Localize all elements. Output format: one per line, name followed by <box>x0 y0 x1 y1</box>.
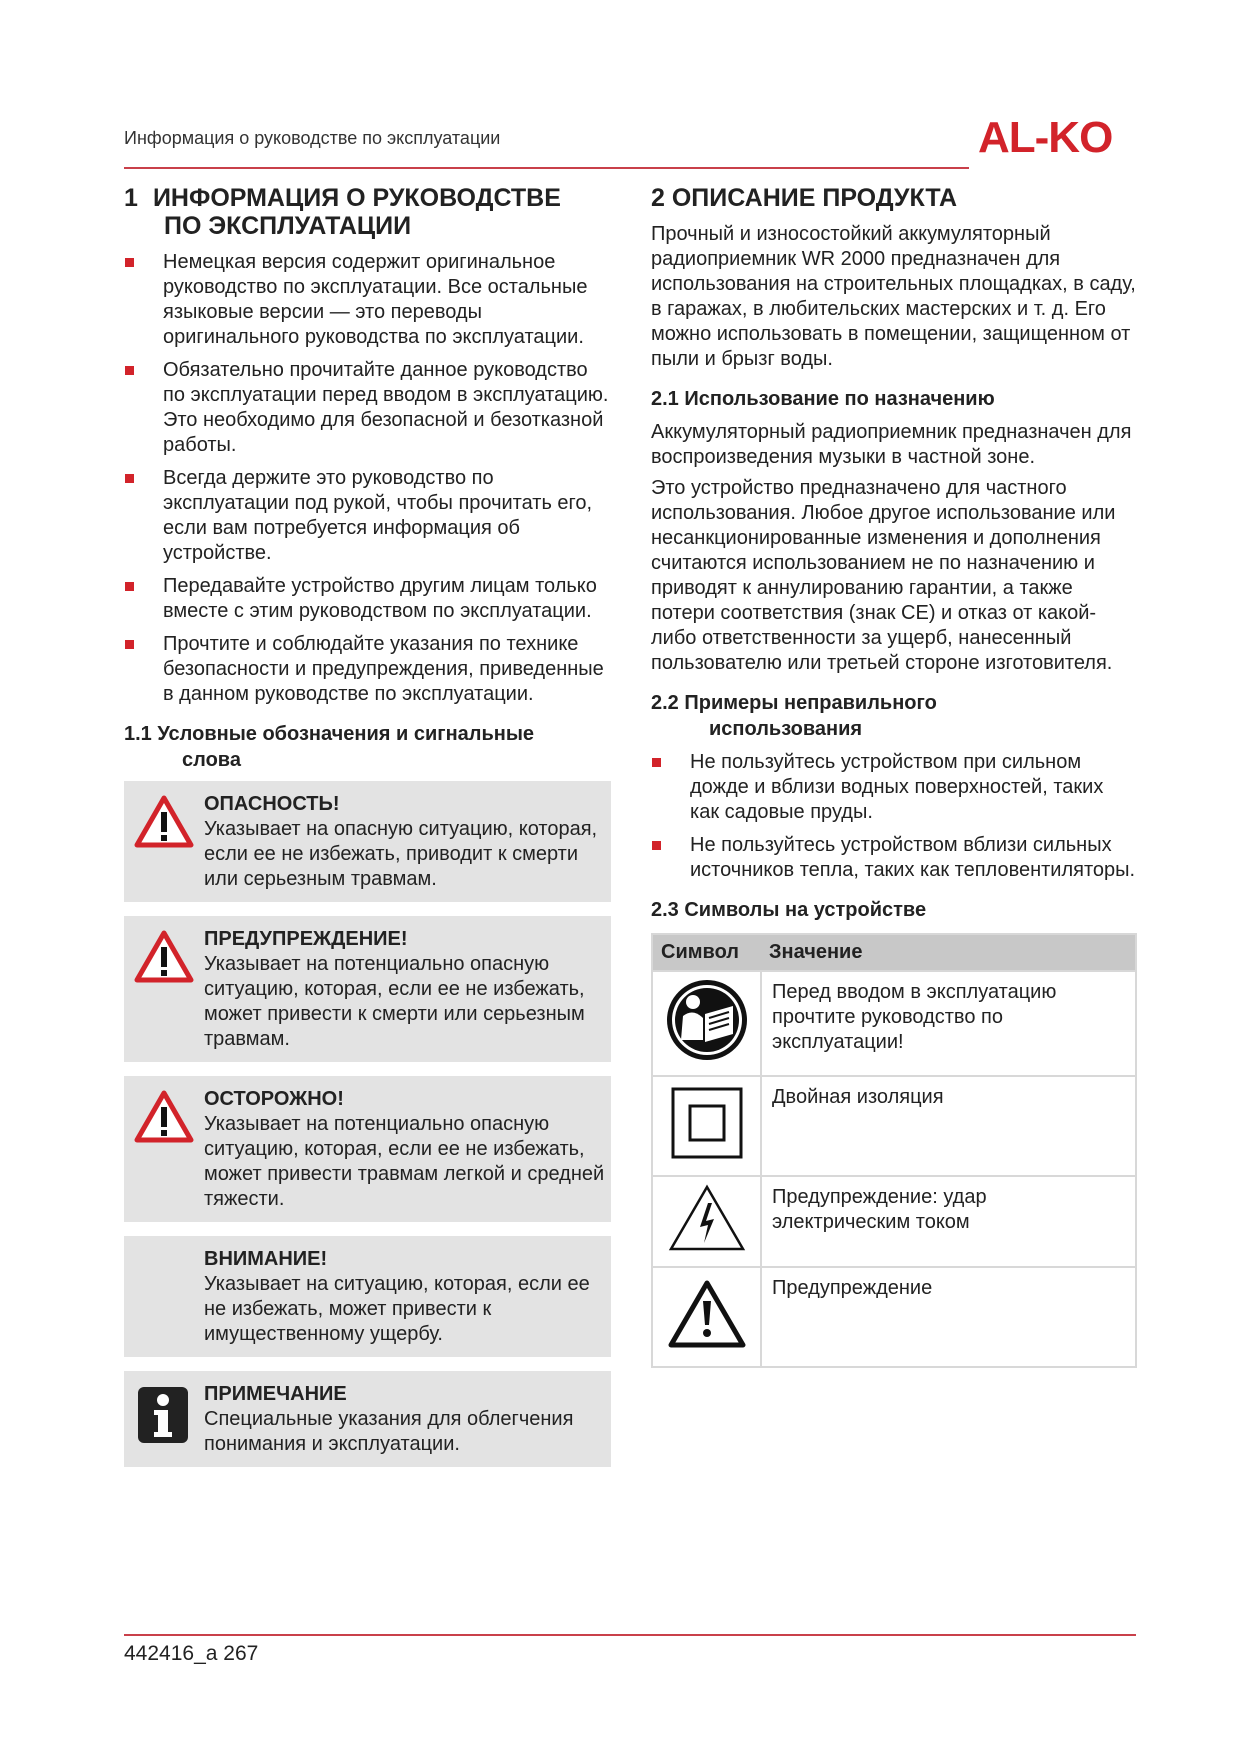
section-2-1-para-2: Это устройство предназначено для частного использования. Любое другое использование или несанкционированные изменения и дополнения считаются использованием не по назначению и приводят к аннулированию гарантии, а также потери соответствия (знак CE) и отказ от какой-либо ответственности за ущерб, нанесенный пользователю или третьей стороне изготовителя. <box>651 477 1116 674</box>
section-1-bullet-list <box>124 250 611 707</box>
section-1-heading: 1 ИНФОРМАЦИЯ О РУКОВОДСТВЕ ПО ЭКСПЛУАТАЦИИ <box>124 184 561 240</box>
al-ko-logo: AL-KO <box>978 113 1113 162</box>
list-item: Немецкая версия содержит оригинальное руководство по эксплуатации. Все остальные языковые версии — это переводы оригинального руководства по эксплуатации. <box>124 250 611 350</box>
right-column <box>651 184 1137 1368</box>
notice-text: Указывает на потенциально опасную ситуацию, которая, если ее не избежать, может привести к смерти или серьезным травмам. <box>204 953 585 1050</box>
section-2-1-para-1: Аккумуляторный радиоприемник предназначен для воспроизведения музыки в частной зоне. <box>651 421 1132 468</box>
symbol-cell <box>652 1267 761 1367</box>
notice-title: ПРЕДУПРЕЖДЕНИЕ! <box>204 928 408 950</box>
list-item: Не пользуйтесь устройством при сильном дожде и вблизи водных поверхностей, таких как садовые пруды. <box>651 750 1137 825</box>
notice-title: ОПАСНОСТЬ! <box>204 793 340 815</box>
table-header-row <box>652 934 1136 971</box>
notice-attention <box>124 1236 611 1357</box>
section-2-1-heading: 2.1 Использование по назначению <box>651 388 995 410</box>
notice-title: ОСТОРОЖНО! <box>204 1088 344 1110</box>
notice-text: Указывает на потенциально опасную ситуацию, которая, если ее не избежать, может привести травмам легкой и средней тяжести. <box>204 1113 605 1210</box>
warning-triangle-icon <box>134 1090 194 1144</box>
table-row <box>652 1176 1136 1267</box>
electric-shock-icon <box>668 1183 746 1253</box>
read-manual-icon <box>665 978 749 1062</box>
notice-title: ПРИМЕЧАНИЕ <box>204 1383 347 1405</box>
symbol-cell <box>652 1076 761 1176</box>
notice-danger <box>124 781 611 902</box>
meaning-cell: Предупреждение <box>761 1267 1136 1367</box>
list-item: Не пользуйтесь устройством вблизи сильных источников тепла, таких как тепловентиляторы. <box>651 833 1137 883</box>
table-row <box>652 1267 1136 1367</box>
info-icon <box>134 1385 194 1445</box>
table-row <box>652 971 1136 1076</box>
symbols-table <box>651 933 1137 1368</box>
running-header: Информация о руководстве по эксплуатации <box>124 128 501 148</box>
column-header-meaning: Значение <box>761 934 1136 971</box>
notice-note <box>124 1371 611 1467</box>
warning-icon <box>668 1279 746 1349</box>
warning-triangle-icon <box>134 930 194 984</box>
notice-text: Указывает на ситуацию, которая, если ее не избежать, может привести к имущественному ущербу. <box>204 1273 590 1345</box>
notice-caution <box>124 1076 611 1222</box>
footer-divider <box>124 1634 1136 1636</box>
column-header-symbol: Символ <box>652 934 761 971</box>
symbol-cell <box>652 971 761 1076</box>
list-item: Передавайте устройство другим лицам только вместе с этим руководством по эксплуатации. <box>124 574 611 624</box>
section-2-heading: 2 ОПИСАНИЕ ПРОДУКТА <box>651 184 958 212</box>
left-column <box>124 184 611 1481</box>
section-2-2-bullet-list <box>651 750 1137 883</box>
warning-triangle-icon <box>134 795 194 849</box>
section-1-1-heading: 1.1 Условные обозначения и сигнальные слова <box>124 723 535 771</box>
symbol-cell <box>652 1176 761 1267</box>
notice-text: Указывает на опасную ситуацию, которая, если ее не избежать, приводит к смерти или серьезным травмам. <box>204 818 598 890</box>
table-row <box>652 1076 1136 1176</box>
list-item: Прочтите и соблюдайте указания по технике безопасности и предупреждения, приведенные в данном руководстве по эксплуатации. <box>124 632 611 707</box>
page-number: 442416_a 267 <box>124 1642 259 1665</box>
meaning-cell: Двойная изоляция <box>761 1076 1136 1176</box>
section-2-text: Прочный и износостойкий аккумуляторный радиоприемник WR 2000 предназначен для использования на строительных площадках, в саду, в гаражах, в любительских мастерских и т. д. Его можно использовать в помещении, защищенном от пыли и брызг воды. <box>651 223 1136 370</box>
list-item: Всегда держите это руководство по эксплуатации под рукой, чтобы прочитать его, если вам потребуется информация об устройстве. <box>124 466 611 566</box>
notice-text: Специальные указания для облегчения понимания и эксплуатации. <box>204 1408 574 1455</box>
meaning-cell: Перед вводом в эксплуатацию прочтите руководство по эксплуатации! <box>761 971 1136 1076</box>
notice-warning <box>124 916 611 1062</box>
double-insulation-icon <box>669 1085 745 1161</box>
header-divider <box>124 167 969 169</box>
section-2-3-heading: 2.3 Символы на устройстве <box>651 899 927 921</box>
meaning-cell: Предупреждение: удар электрическим током <box>761 1176 1136 1267</box>
list-item: Обязательно прочитайте данное руководство по эксплуатации перед вводом в эксплуатацию. Это необходимо для безопасной и безотказной работы. <box>124 358 611 458</box>
notice-title: ВНИМАНИЕ! <box>204 1248 328 1270</box>
section-2-2-heading: 2.2 Примеры неправильного использования <box>651 692 937 740</box>
